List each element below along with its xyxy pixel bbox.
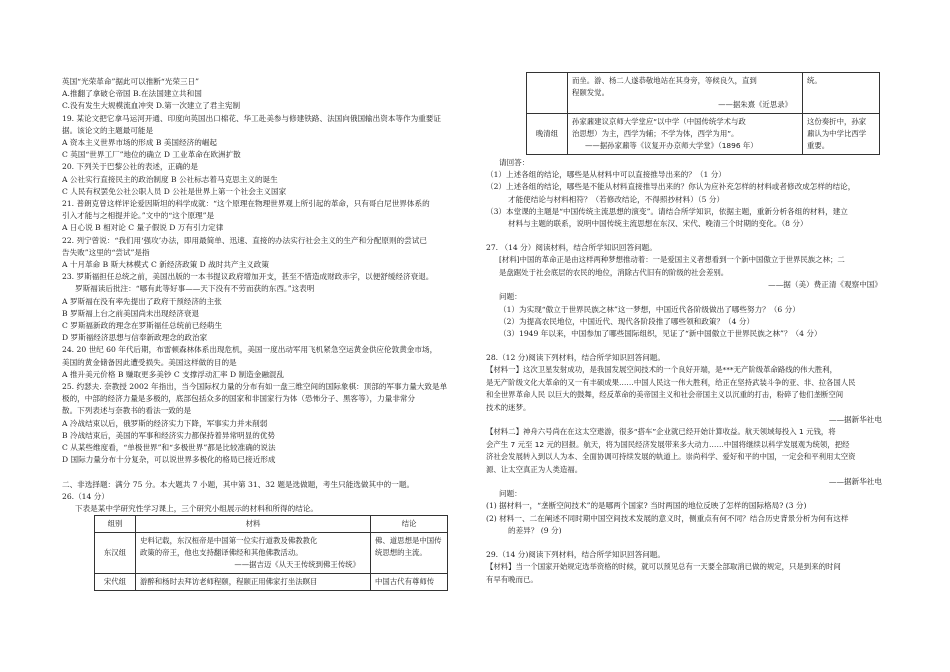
- question-28-source-2: ——据新华社电: [828, 476, 882, 486]
- section-2-heading: 二、非选择题：满分 75 分。本大题共 7 小题，其中第 31、32 题是选做题，考生只能选做其中的一题。: [62, 479, 415, 489]
- conclusion-cell: 佛、道思想是中国传 统思想的主流。: [371, 533, 448, 574]
- conclusion-cell: 中国古代有尊师传: [371, 574, 448, 591]
- header-conclusion: 结论: [371, 516, 448, 533]
- table-row: [527, 114, 880, 155]
- table-row: [527, 73, 880, 114]
- conclusion-cell: 这份奏折中，孙家 鼐认为中学比西学 重要。: [803, 114, 880, 155]
- header-material: 材料: [136, 516, 371, 533]
- material-cell: 史料记载，东汉桓帝是中国第一位实行道教及佛教教化 政策的帝王，他也支持翻译佛经和其他佛教活动。 ——据吉迈《从天王传统到佛王传统》: [136, 533, 371, 574]
- question-28-material-2: 【材料二】神舟六号尚在在这太空遨游，很多“搭车”企业就已经开始计算收益。航天领域每投入 1 元钱，将 会产生 7 元至 12 元的回报。航天，将为国民经济发展带来多大动力……中国将继续以科学发展观为统领，把经 济社会发展转入到以人为本、全面协调可持续发展的轨道上。崇尚科学、爱好和平的中国，一定会和平利用太空资 源、让太空真正为人类造福。: [486, 427, 856, 474]
- study-groups-table-part1: [94, 515, 448, 591]
- question-18-tail: 英国“光荣革命”据此可以推断“光荣三日” A.推翻了拿破仑帝国 B.在法国建立共和国 C.没有发生大规模流血冲突 D.第一次建立了君主宪制: [62, 77, 241, 111]
- question-28-heading: 28.（12 分)阅读下列材料，结合所学知识回答问题。: [486, 353, 665, 363]
- question-23: 23. 罗斯福担任总统之前，美国出版的一本书提议政府增加开支，甚至不惜造成财政赤字，以便舒缓经济衰退。 罗斯福读后批注：“哪有此等好事——天下没有不劳而获的东西。”这表明 A 罗斯福在没有率先提出了政府干预经济的主张 B 罗斯福上台之前美国尚未出现经济衰退 C 罗斯福新政的理念在罗斯福任总统前已经萌生 D 罗斯福经济思想与信奉新政理念的政治家: [62, 272, 434, 343]
- question-29: [486, 549, 888, 586]
- table-header-row: [95, 516, 448, 533]
- question-20: 20. 下列关于巴黎公社的表述，正确的是 A 公社实行直接民主的政治制度 B 公社标志着马克思主义的诞生 C 人民有权罢免公社公职人员 D 公社是世界上第一个社会主义国家: [62, 162, 287, 196]
- question-29-material: 【材料】当一个国家开始规定选举资格的时候，就可以预见总有一天要全部取消已做的规定，只是到来的时间 有早有晚而已。: [486, 562, 841, 584]
- question-27-material: [材料]中国的革命正是由这样两种梦想推动着：一是爱国主义者想看到一个新中国傲立于世界民族之林；二 是盘踞处于社会底层的农民的地位，消除古代旧有的阶级的社会差别。: [499, 255, 845, 277]
- question-27-source: ——据（美）费正清《观察中国》: [768, 280, 882, 290]
- left-column: [62, 76, 466, 591]
- question-27: 27. （14 分）阅读材料，结合所学知识回答问题。 [材料]中国的革命正是由这样两种梦想推动着：一是爱国主义者想看到一个新中国傲立于世界民族之林；二 是盘踞处于社会底层的农民的地位，消除古代旧有的阶级的社会差别。 ——据（美）费正清《观察中国》 问题： （1）为实现“傲立于世界民族之林”这一梦想，中国近代各阶级做出了哪些努力？（6 分） （2）为提高农民地位，中国近代、现代各阶段推了哪些领和政策？（4 分） （3）1949 年以来，中国参加了哪些国际组织，见证了“新中国傲立于世界民族之林”？（4 分）: [486, 242, 888, 340]
- question-26-heading: 26.（14 分）: [62, 491, 109, 501]
- group-name: 宋代组: [95, 574, 136, 591]
- question-22: 22. 列宁曾说：“我们用‘强攻’办法，即用最简单、迅速、直接的办法实行社会主义的生产和分配原则的尝试已 告失败”这里的“尝试”是指 A 十月革命 B 斯大林模式 C 新经济政策 D 战时共产主义政策: [62, 235, 427, 270]
- material-cell: 而坐。游、杨二人遂恭敬地站在其身旁，等候良久，直到 程颐发觉。 ——据朱熹《近思录》: [568, 73, 803, 114]
- study-groups-table-part2: [526, 72, 880, 155]
- table-row: [95, 574, 448, 591]
- question-21: 21. 普朗克曾这样评论爱因斯坦的科学成就：“这个原理在物理世界观上所引起的革命，只有哥白尼世界体系的 引入才能与之相提并论。”文中的“这个原理”是 A 日心说 B 相对论 C 量子假说 D 万有引力定律: [62, 199, 430, 233]
- question-26-intro: 下表是某中学研究性学习课上，三个研究小组展示的材料和所得的结论。: [75, 503, 318, 513]
- question-28-material-1: 【材料一】这次卫星发射成功，是我国发展空间技术的一个良好开端，是***无产阶级革命路线的伟大胜利， 是无产阶级文化大革命的又一有丰硕成果……中国人民这一伟大胜利，给正在坚持武装斗争的亚、非、拉各国人民 和全世界革命人民 以巨大的鼓舞，经反革命的美帝国主义和社会帝国主义以沉重的打击，粉碎了他们垄断空间 技术的迷梦。: [486, 365, 856, 412]
- question-25: 25. 约瑟夫. 奈教授 2002 年指出，当今国际权力量的分布有如一盘三维空间的国际象棋：顶部的军事力量大致是单 极的，中部的经济力量是多极的，底部包括众多的国家和非国家行为体（恐怖分子、黑客等），力量非常分 散。下列表述与奈教书的看法一致的是 A 冷战结束以后，俄罗斯的经济实力下降，军事实力并未削弱 B 冷战结束后，美国的军事和经济实力都保持着异常明显的优势 C 从某些维度看，“单极世界”和“多极世界”都是比较准确的说法 D 国际力量分布十分复杂，可以说世界多极化的格局已接近形成: [62, 382, 448, 465]
- group-name: 晚清组: [527, 114, 568, 155]
- table-row: [95, 533, 448, 574]
- question-19: 19. 某论文把它拿马运河开通、印度向英国出口棉花、华工赴美参与修建铁路、法国向俄国输出资本等作为重要证 据。该论文的主题最可能是 A 资本主义世界市场的形成 B 美国经济的崛起 C 英国“世界工厂”地位的确立 D 工业革命在欧洲扩散: [62, 113, 441, 160]
- material-source: ——据孙家鼐等《议复开办京师大学堂》（1896 年）: [585, 141, 758, 150]
- question-26-questions: 请回答： （1）上述各组的结论，哪些是从材料中可以直接推导出来的？（1 分） （2）上述各组的结论，哪些是不能从材料直接推导出来的？你认为应补充怎样的材料或者修改成怎样的结论， 才能使结论与材料相符？（若修改结论，不得照抄材料）（5 分） （3）本堂课的主题是“中国传统主流思想的演变”。请结合所学知识，依据主题，重新分析各组的材料，建立 材料与主题的联系，说明中国传统主流思想在东汉、宋代、晚清三个时期的变化。（8 分）: [486, 158, 856, 229]
- material-cell: 孙家鼐建议京师大学堂应“以中学（中国传统学术与政 治思想）为主，西学为辅；不学为体，西学为用”。 ——据孙家鼐等《议复开办京师大学堂》（1896 年）: [568, 114, 803, 155]
- conclusion-cell: 统。: [803, 73, 880, 114]
- material-cell: 游醉和杨时去拜访老师程颐，程颐正用佛家打坐法瞑目: [136, 574, 371, 591]
- group-name: 东汉组: [95, 533, 136, 574]
- question-28-source-1: ——据新华社电: [828, 415, 882, 425]
- material-source: ——据吉迈《从天王传统到佛王传统》: [234, 560, 360, 570]
- material-source: ——据朱熹《近思录》: [718, 100, 792, 109]
- question-29-heading: 29.（14 分)阅读下列材料，结合所学知识回答问题。: [486, 549, 665, 559]
- question-24: 24. 20 世纪 60 年代后期，布雷顿森林体系出现危机，美国一度出动军用飞机紧急空运黄金供应伦敦黄金市场， 美国的黄金储备因此遭受损失。美国这样做的目的是 A 推升美元价格 B 赚取更多美钞 C 支撑浮动汇率 D 制造金融混乱: [62, 345, 438, 379]
- question-28: 28.（12 分)阅读下列材料，结合所学知识回答问题。 【材料一】这次卫星发射成功，是我国发展空间技术的一个良好开端，是***无产阶级革命路线的伟大胜利， 是无产阶级文化大革命的又一有丰硕成果……中国人民这一伟大胜利，给正在坚持武装斗争的亚、非、拉各国人民 和全世界革命人民 以巨大的鼓舞，经反革命的美帝国主义和社会帝国主义以沉重的打击，粉碎了他们垄断空间 技术的迷梦。 ——据新华社电 【材料二】神舟六号尚在在这太空遨游，很多“搭车”企业就已经开始计算收益。航天领域每投入 1 元钱，将 会产生 7 元至 12 元的回报。航天，将为国民经济发展带来多大动力……中国将继续以科学发展观为统领，把经 济社会发展转入到以人为本、全面协调可持续发展的轨道上。崇尚科学、爱好和平的中国，一定会和平利用太空资 源、让太空真正为人类造福。 ——据新华社电 问题： (1) 据材料一，“垄断空间技术”的是哪两个国家? 当时两国的地位反映了怎样的国际格局? (3 分) (2) 材料一、二在阐述不同时期中国空间技术发展的意义时，侧重点有何不同？结合历史背景分析为何有这样 的差异？ (9 分): [486, 352, 888, 537]
- header-group: 组别: [95, 516, 136, 533]
- group-name-empty: [527, 73, 568, 114]
- right-column: [486, 74, 888, 586]
- question-27-heading: 27. （14 分）阅读材料，结合所学知识回答问题。: [486, 243, 657, 253]
